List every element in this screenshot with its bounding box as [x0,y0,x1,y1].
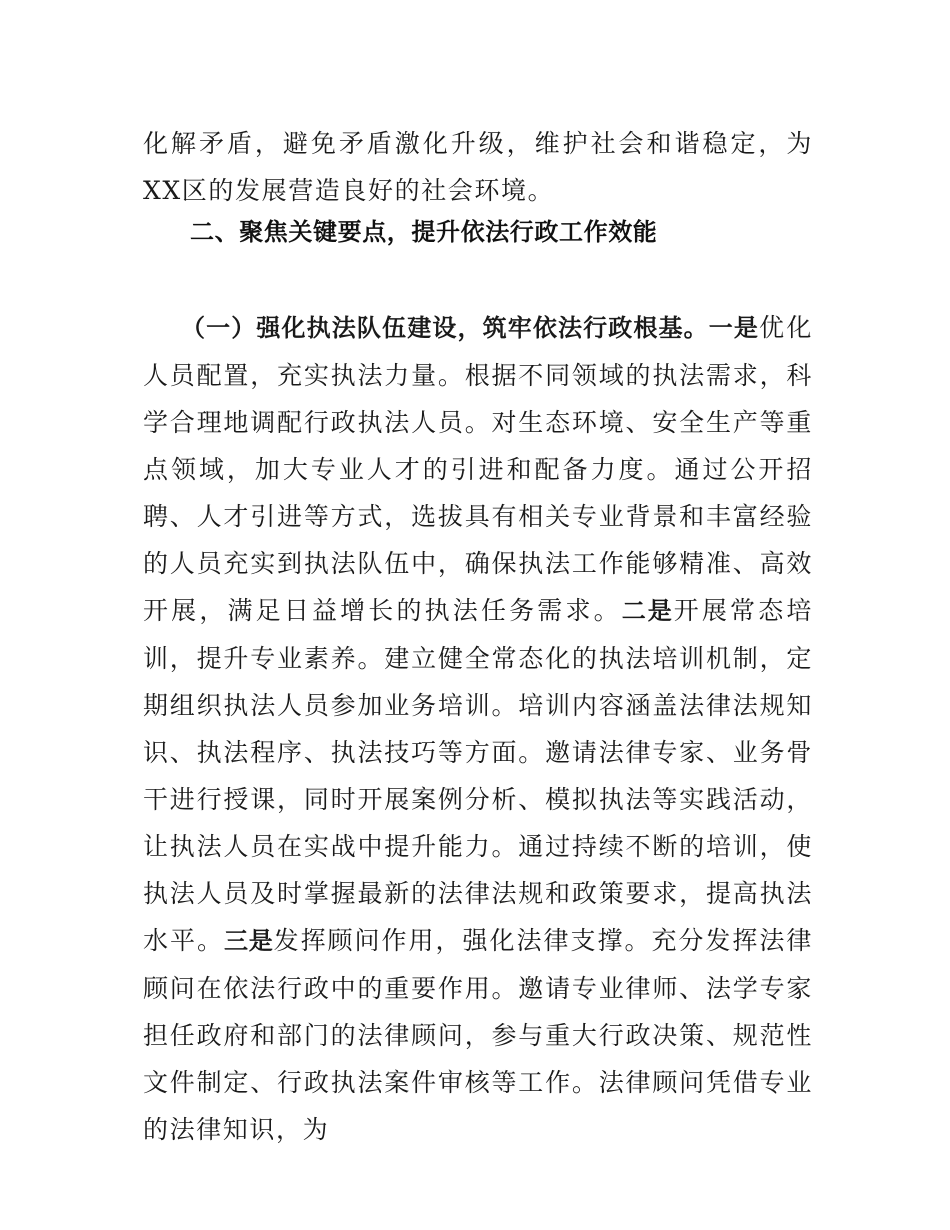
paragraph-intro-text: 化解矛盾，避免矛盾激化升级，维护社会和谐稳定，为XX区的发展营造良好的社会环境。 [143,129,813,205]
item-3-label: 三是 [223,927,274,955]
paragraph-intro [143,120,813,214]
section-heading: 二、聚焦关键要点，提升依法行政工作效能 [190,218,658,246]
subsection-title: （一）强化执法队伍建设，筑牢依法行政根基。 [181,314,709,342]
item-1-label: 一是 [708,314,760,342]
item-2-label: 二是 [621,597,674,625]
item-2-text: 开展常态培训，提升专业素养。建立健全常态化的执法培训机制，定期组织执法人员参加业务培训。培训内容涵盖法律法规知识、执法程序、执法技巧等方面。邀请法律专家、业务骨干进行授课，同时开展案例分析、模拟执法等实践活动，让执法人员在实战中提升能力。通过持续不断的培训，使执法人员及时掌握最新的法律法规和政策要求，提高执法水平。 [143,596,813,955]
item-1-text: 优化人员配置，充实执法力量。根据不同领域的执法需求，科学合理地调配行政执法人员。对生态环境、安全生产等重点领域，加大专业人才的引进和配备力度。通过公开招聘、人才引进等方式，选拔具有相关专业背景和丰富经验的人员充实到执法队伍中，确保执法工作能够精准、高效开展，满足日益增长的执法任务需求。 [143,313,813,625]
paragraph-section-1 [143,304,813,1153]
item-3-text: 发挥顾问作用，强化法律支撑。充分发挥法律顾问在依法行政中的重要作用。邀请专业律师、法学专家担任政府和部门的法律顾问，参与重大行政决策、规范性文件制定、行政执法案件审核等工作。法律顾问凭借专业的法律知识，为 [143,926,813,1144]
